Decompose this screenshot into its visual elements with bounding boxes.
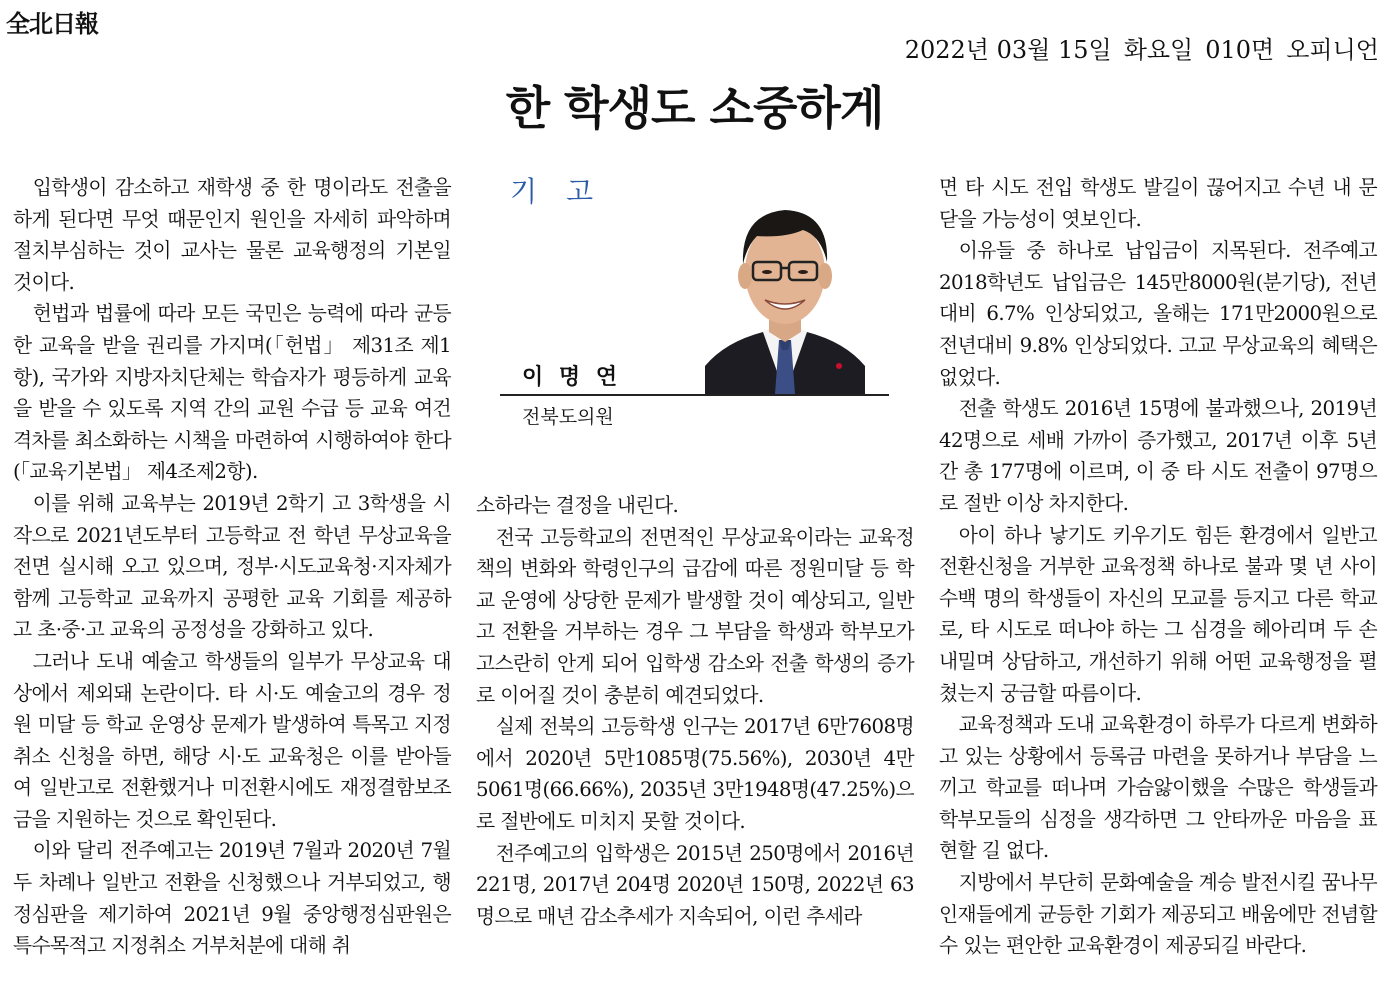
body-column-2 — [476, 490, 914, 932]
section-name: 오피니언 — [1286, 36, 1379, 64]
paragraph: 전국 고등학교의 전면적인 무상교육이라는 교육정책의 변화와 학령인구의 급감에 따른 정원미달 등 학교 운영에 상당한 문제가 발생할 것이 예상되고, 일반고 전환을 거부하는 경우 그 부담을 학생과 학부모가 고스란히 안게 되어 입학생 감소와 전출 학생의 증가로 이어질 것이 충분히 예견되었다. — [476, 525, 914, 707]
body-column-1 — [13, 172, 451, 962]
issue-date: 2022년 03월 15일 — [904, 36, 1112, 64]
author-photo — [705, 180, 865, 394]
paragraph: 입학생이 감소하고 재학생 중 한 명이라도 전출을 하게 된다면 무엇 때문인지 원인을 자세히 파악하며 절치부심하는 것이 교사는 물론 교육행정의 기본일 것이다. — [13, 176, 451, 294]
author-title: 전북도의원 — [522, 406, 614, 428]
newspaper-logo: 全北日報 — [6, 10, 98, 38]
paragraph: 이를 위해 교육부는 2019년 2학기 고 3학생을 시작으로 2021년도부터 고등학교 전 학년 무상교육을 전면 실시해 오고 있으며, 정부·시도교육청·지자체가 함께 고등학교 교육까지 공평한 교육 기회를 제공하고 초·중·고 교육의 공정성을 강화하고 있다. — [13, 491, 451, 642]
author-divider — [500, 394, 889, 396]
paragraph: 전주예고의 입학생은 2015년 250명에서 2016년 221명, 2017년 204명 2020년 150명, 2022년 63명으로 매년 감소추세가 지속되어, 이런 추세라 — [476, 841, 914, 928]
author-name: 이 명 연 — [522, 365, 622, 390]
paragraph: 교육정책과 도내 교육환경이 하루가 다르게 변화하고 있는 상황에서 등록금 마련을 못하거나 부담을 느끼고 학교를 떠나며 가슴앓이했을 수많은 학생들과 학부모들의 심정을 생각하면 그 안타까운 마음을 표현할 길 없다. — [939, 713, 1377, 863]
paragraph: 전출 학생도 2016년 15명에 불과했으나, 2019년 42명으로 세배 가까이 증가했고, 2017년 이후 5년간 총 177명에 이르며, 이 중 타 시도 전출이 97명으로 절반 이상 차지한다. — [939, 397, 1377, 515]
issue-meta — [893, 30, 1379, 65]
paragraph: 이와 달리 전주예고는 2019년 7월과 2020년 7월 두 차례나 일반고 전환을 신청했으나 거부되었고, 행정심판을 제기하여 2021년 9월 중앙행정심판원은 특수목적고 지정취소 거부처분에 대해 취 — [13, 839, 451, 958]
paragraph: 그러나 도내 예술고 학생들의 일부가 무상교육 대상에서 제외돼 논란이다. 타 시·도 예술고의 경우 정원 미달 등 학교 운영상 문제가 발생하여 특목고 지정 취소 신청을 하면, 해당 시·도 교육청은 이를 받아들여 일반고로 전환했거나 미전환시에도 재정결함보조금을 지원하는 것으로 확인된다. — [13, 649, 451, 831]
article-headline: 한 학생도 소중하게 — [505, 81, 884, 135]
paragraph: 헌법과 법률에 따라 모든 국민은 능력에 따라 균등한 교육을 받을 권리를 가지며(「헌법」 제31조 제1항), 국가와 지방자치단체는 학습자가 평등하게 교육을 받을 수 있도록 지역 간의 교원 수급 등 교육 여건 격차를 최소화하는 시책을 마련하여 시행하여야 한다(「교육기본법」 제4조제2항). — [13, 302, 451, 484]
paragraph: 이유들 중 하나로 납입금이 지목된다. 전주예고 2018학년도 납입금은 145만8000원(분기당), 전년 대비 6.7% 인상되었고, 올해는 171만2000원으로 전년대비 9.8% 인상되었다. 고교 무상교육의 혜택은 없었다. — [939, 239, 1377, 389]
column-tag: 기 고 — [510, 175, 603, 208]
paragraph: 소하라는 결정을 내린다. — [476, 494, 679, 517]
paragraph: 아이 하나 낳기도 키우기도 힘든 환경에서 일반고 전환신청을 거부한 교육정책 하나로 불과 몇 년 사이 수백 명의 학생들이 자신의 모교를 등지고 다른 학교로, 타 시도로 떠나야 하는 그 심경을 헤아리며 두 손 내밀며 상담하고, 개선하기 위해 어떤 교육행정을 펼쳤는지 궁금할 따름이다. — [939, 523, 1377, 705]
body-column-3 — [939, 172, 1377, 962]
paragraph: 실제 전북의 고등학생 인구는 2017년 6만7608명에서 2020년 5만1085명(75.56%), 2030년 4만5061명(66.66%), 2035년 3만1948명(47.25%)으로 절반에도 미치지 못할 것이다. — [476, 715, 914, 833]
paragraph: 지방에서 부단히 문화예술을 계승 발전시킬 꿈나무 인재들에게 균등한 기회가 제공되고 배움에만 전념할 수 있는 편안한 교육환경이 제공되길 바란다. — [939, 871, 1377, 958]
paragraph: 면 타 시도 전입 학생도 발길이 끊어지고 수년 내 문 닫을 가능성이 엿보인다. — [939, 176, 1377, 231]
page-number: 010면 — [1205, 36, 1275, 64]
issue-weekday: 화요일 — [1123, 36, 1194, 64]
